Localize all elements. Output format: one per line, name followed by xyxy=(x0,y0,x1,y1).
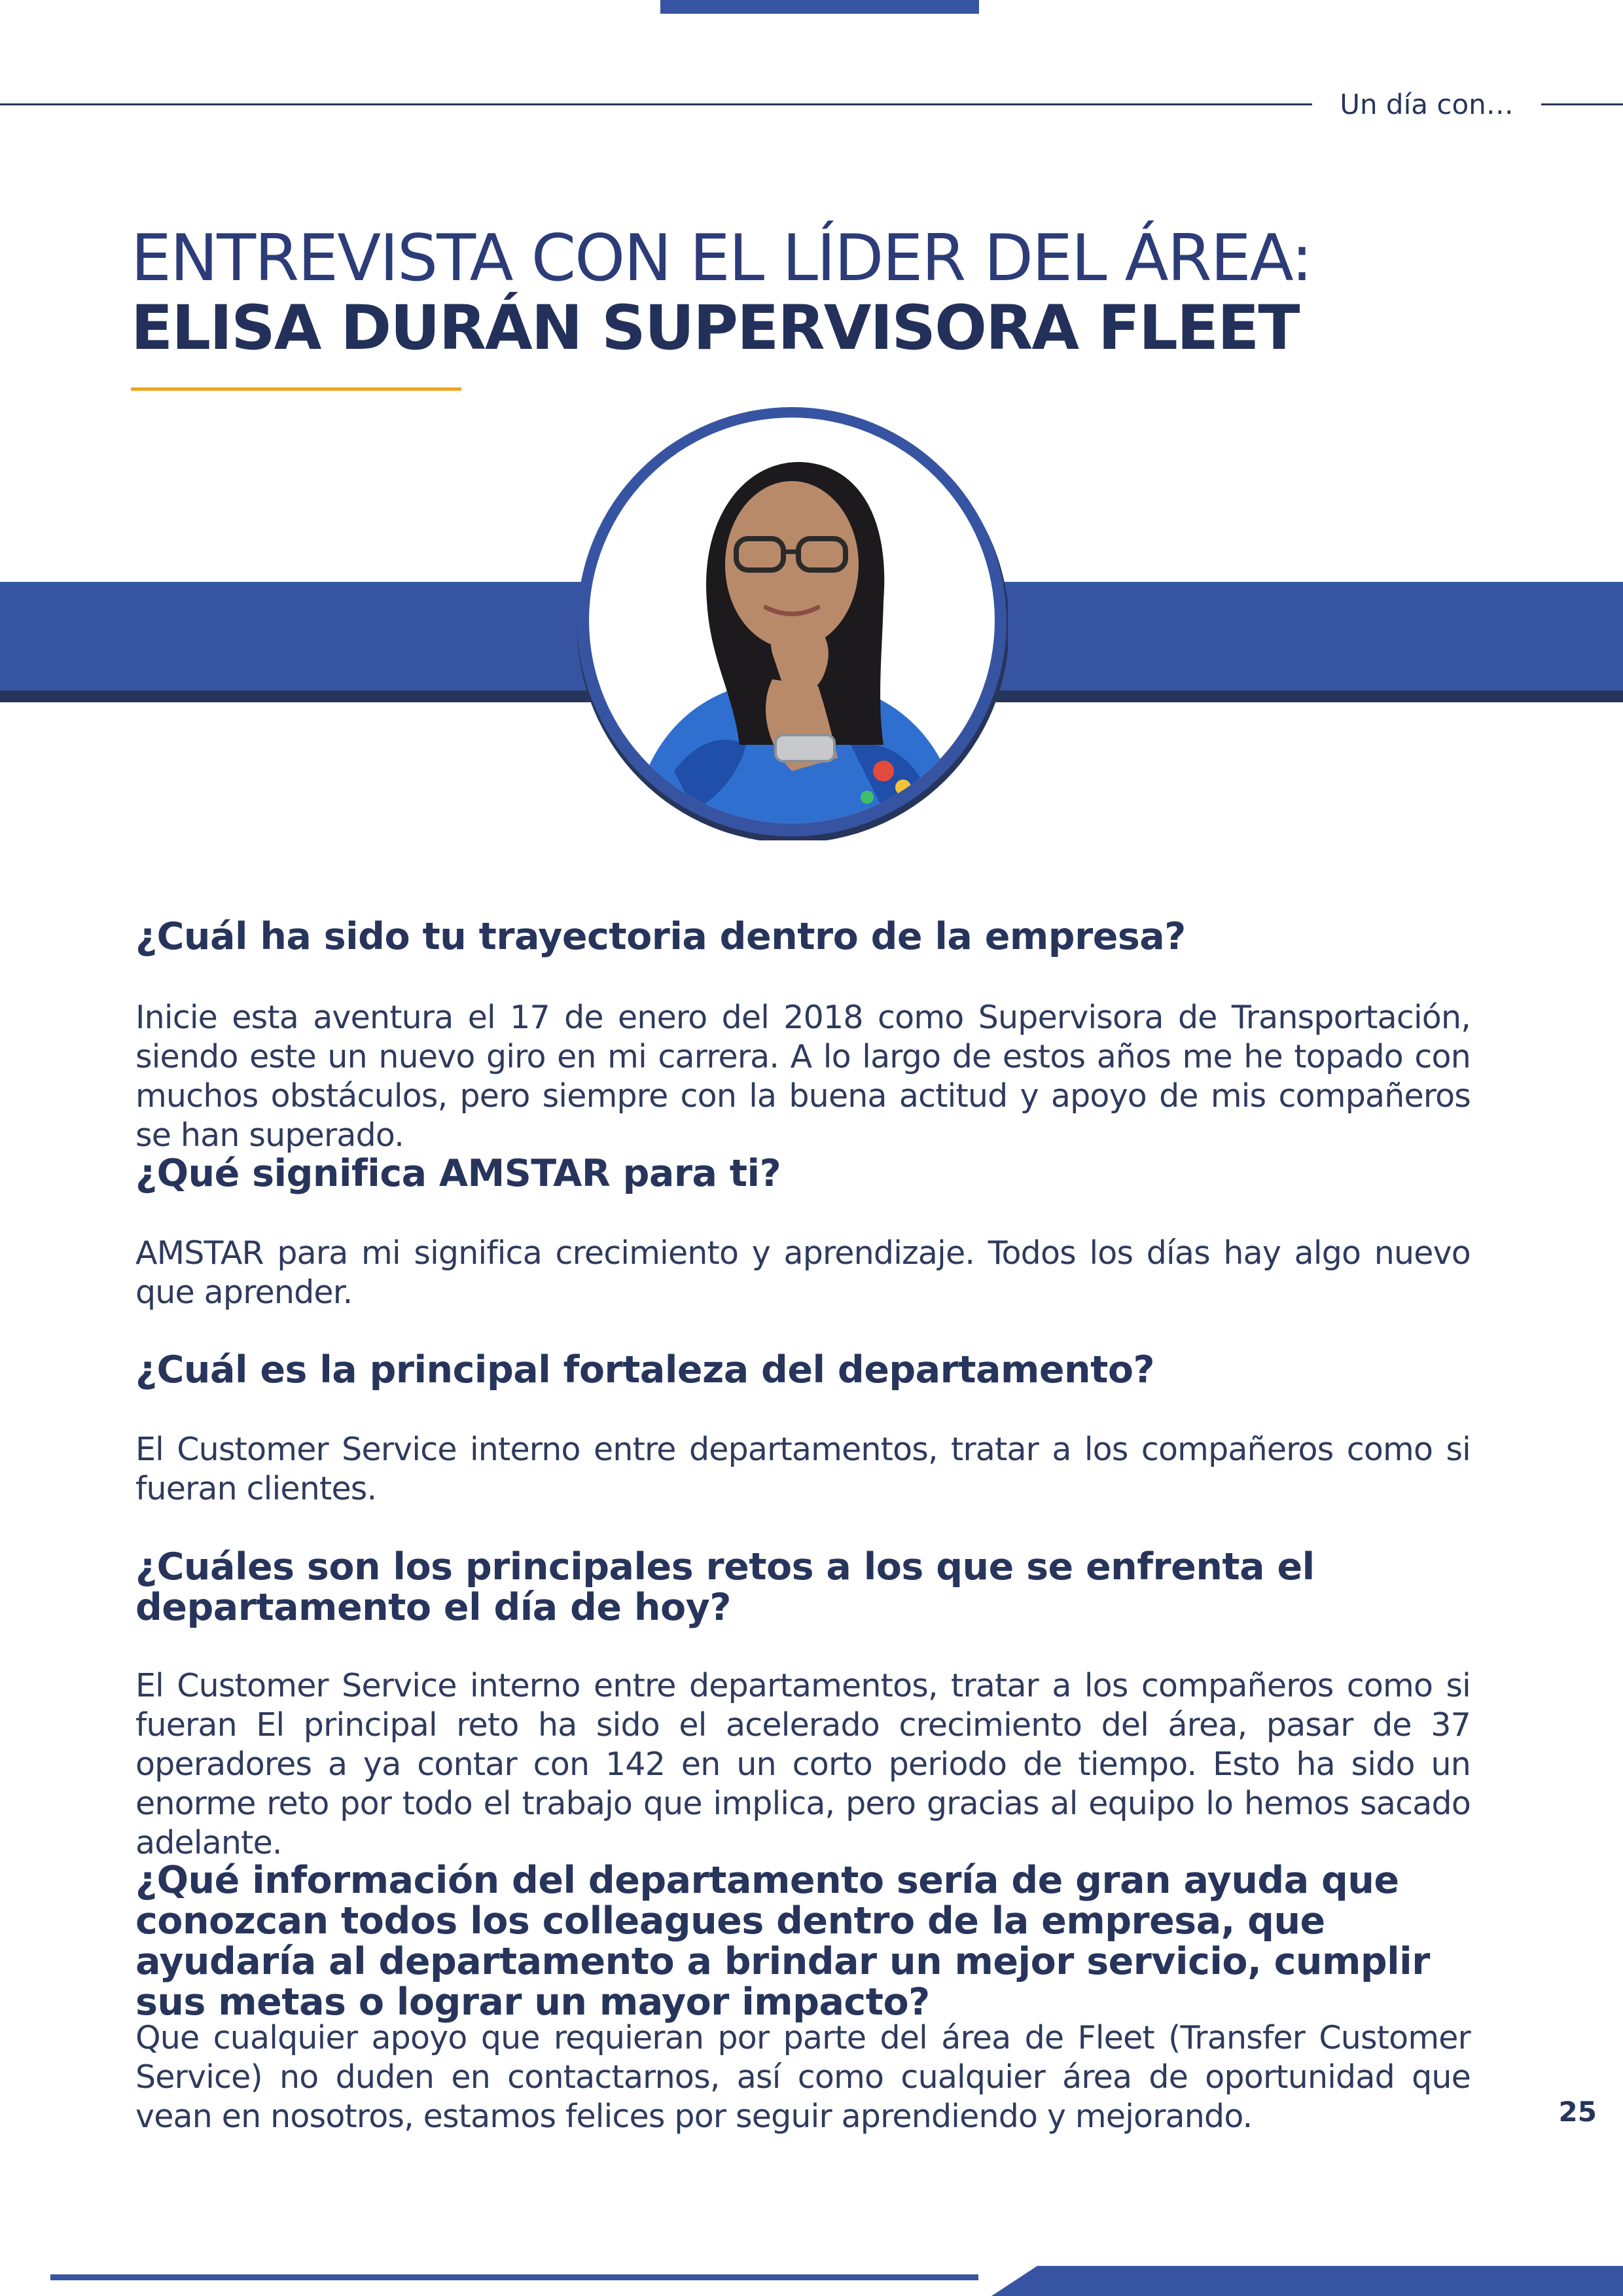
portrait-photo xyxy=(576,404,1008,840)
question-heading: ¿Cuál ha sido tu trayectoria dentro de la empresa? xyxy=(135,915,1186,958)
answer-paragraph: Inicie esta aventura el 17 de enero del 2018 como Supervisora de Transportación, siendo este un nuevo giro en mi carrera. A lo largo de estos años me he topado con muchos obstáculos, pero siempre con la buena actitud y apoyo de mis compañeros se han superado. xyxy=(135,999,1471,1154)
footer-wedge-decoration xyxy=(991,2266,1623,2296)
qa-answer-block xyxy=(135,1234,1471,1312)
page-title-line2: ELISA DURÁN SUPERVISORA FLEET xyxy=(131,293,1299,364)
answer-paragraph: El Customer Service interno entre departamentos, tratar a los compañeros como si fueran clientes. xyxy=(135,1431,1471,1507)
qa-answer-block xyxy=(135,1666,1471,1863)
page-title-line1: ENTREVISTA CON EL LÍDER DEL ÁREA: xyxy=(131,221,1312,296)
qa-item xyxy=(135,1547,1471,1628)
qa-answer-block xyxy=(135,998,1471,1155)
page-number: 25 xyxy=(1558,2096,1597,2128)
answer-paragraph: El Customer Service interno entre departamentos, tratar a los compañeros como si fueran El principal reto ha sido el acelerado crecimiento del área, pasar de 37 operadores a ya contar con 142 en un corto periodo de tiempo. Esto ha sido un enorme reto por todo el trabajo que implica, pero gracias al equipo lo hemos sacado adelante. xyxy=(135,1667,1471,1861)
section-label: Un día con… xyxy=(1340,88,1514,120)
qa-item xyxy=(135,1350,1471,1390)
question-heading: ¿Qué significa AMSTAR para ti? xyxy=(135,1152,781,1195)
question-heading: ¿Qué información del departamento sería de gran ayuda que conozcan todos los colleagues dentro de la empresa, que ayudaría al departamento a brindar un mejor servicio, cumplir sus metas o lograr un mayor impacto? xyxy=(135,1859,1430,2024)
title-accent-rule xyxy=(131,387,461,391)
answer-paragraph: AMSTAR para mi significa crecimiento y aprendizaje. Todos los días hay algo nuevo que aprender. xyxy=(135,1234,1471,1311)
qa-item xyxy=(135,916,1471,957)
answer-paragraph: Que cualquier apoyo que requieran por parte del área de Fleet (Transfer Customer Service) no duden en contactarnos, así como cualquier área de oportunidad que vean en nosotros, estamos felices por seguir aprendiendo y mejorando. xyxy=(135,2019,1471,2135)
qa-item xyxy=(135,1860,1471,2022)
qa-answer-block xyxy=(135,2018,1471,2136)
header-rule-right xyxy=(1541,103,1623,105)
qa-item xyxy=(135,1153,1471,1194)
question-heading: ¿Cuáles son los principales retos a los que se enfrenta el departamento el día de hoy? xyxy=(135,1545,1315,1629)
footer-rule xyxy=(50,2274,978,2280)
question-heading: ¿Cuál es la principal fortaleza del departamento? xyxy=(135,1348,1155,1391)
top-tab-decoration xyxy=(660,0,979,14)
header-rule xyxy=(0,103,1312,105)
qa-answer-block xyxy=(135,1430,1471,1509)
